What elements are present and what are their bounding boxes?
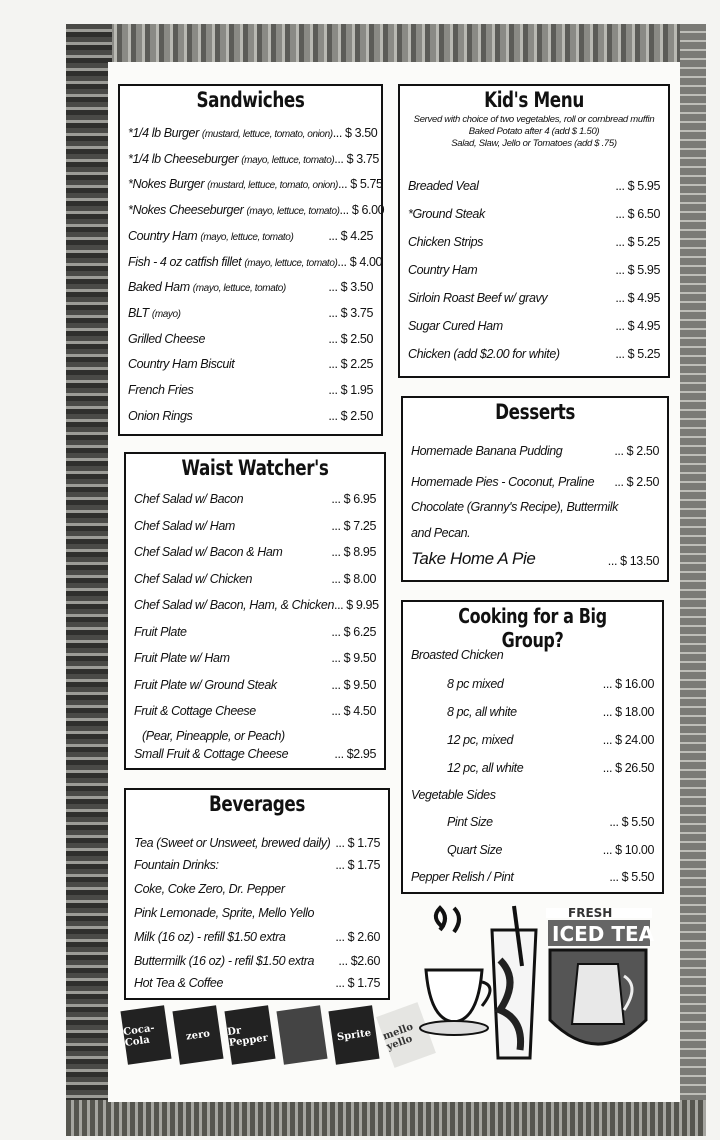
sandwich-item-detail: (mayo, lettuce, tomato) [244,257,338,269]
tea-label: Tea (Sweet or Unsweet, brewed daily) [134,836,331,850]
sandwich-item-name: Fish - 4 oz catfish fillet [128,254,242,269]
hot-drinks-row [134,976,380,990]
soda-glass-icon [492,906,536,1058]
fountain-row [134,858,380,872]
waist-item-row [134,519,376,533]
waist-item-row [134,651,376,665]
coca-cola-logo: Coca-Cola [120,1005,171,1065]
sandwich-item-row [128,203,385,218]
dessert-pie-flavors: Chocolate (Granny's Recipe), Buttermilk [411,500,619,514]
frame-left [66,24,112,1136]
kids-note-2: Baked Potato after 4 (add $ 1.50) [468,126,600,137]
group-item-name: 12 pc, all white [447,761,524,775]
waist-item-price: ... $ 8.00 [331,572,376,586]
sandwich-item-row [128,409,373,423]
kids-item-price: ... $ 4.95 [615,291,660,305]
iced-tea-pitcher-icon [546,906,655,1044]
kids-item-row [408,207,660,221]
group-item-price: ... $ 26.50 [603,761,654,775]
sandwich-item-price: ... $ 5.75 [338,177,383,191]
group-item-name: 8 pc, all white [447,705,517,719]
sandwich-item-price: ... $ 3.50 [328,280,373,294]
buttermilk-row [134,954,380,968]
sandwich-item-price: ... $ 3.75 [334,152,379,166]
sandwich-item-name: Grilled Cheese [128,331,206,346]
waist-item-row [134,572,376,586]
take-home-pie-price: ... $ 13.50 [608,549,659,569]
kids-item-row [408,291,660,305]
kids-item-name: Country Ham [408,263,478,277]
waist-item-row [134,492,376,506]
coke-zero-logo: zero [172,1005,223,1065]
waist-item-name: Chef Salad w/ Chicken [134,571,253,586]
waist-item-name: Chef Salad w/ Bacon [134,492,244,506]
sandwich-item-row [128,306,373,320]
waist-item-price: ... $ 9.50 [331,678,376,692]
soda-logos [124,1008,428,1062]
sandwich-item-name: French Fries [128,383,194,397]
kids-note-1: Served with choice of two vegetables, roll or cornbread muffin [413,114,655,125]
waist-item-row [134,598,379,612]
sandwich-item-name: Country Ham [128,228,198,243]
sandwich-item-price: ... $ 4.25 [328,229,373,243]
frame-right [680,24,706,1136]
fountain-label: Fountain Drinks: [134,858,219,872]
group-item-row [411,705,654,719]
side-item-price: ... $ 5.50 [609,815,654,829]
sandwich-item-detail: (mustard, lettuce, tomato, onion) [201,129,333,140]
kids-item-name: Sugar Cured Ham [408,319,503,333]
kids-note-3: Salad, Slaw, Jello or Tomatoes (add $ .75) [451,138,617,149]
milk-label: Milk (16 oz) - refill $1.50 extra [134,930,286,944]
side-item-row [411,815,654,829]
waist-item-name: Fruit & Cottage Cheese [134,704,256,718]
mello-yello-logo: mello yello [376,1002,436,1068]
tea-row [134,836,380,850]
fruit-options: (Pear, Pineapple, or Peach) [142,729,285,743]
sandwich-item-name: *1/4 lb Cheeseburger [128,151,239,166]
fountain-flavors-2: Pink Lemonade, Sprite, Mello Yello [134,906,315,920]
kids-item-price: ... $ 5.95 [615,179,660,193]
sandwich-item-detail: (mayo, lettuce, tomato) [241,154,335,166]
fountain-price: ... $ 1.75 [335,858,380,872]
sandwich-item-detail: (mayo, lettuce, tomato) [192,283,286,295]
sandwich-item-name: BLT [128,305,149,320]
fresh-label: FRESH [568,906,613,920]
kids-item-price: ... $ 5.25 [615,347,660,361]
sandwich-item-name: *Nokes Cheeseburger [128,203,244,218]
group-item-price: ... $ 16.00 [603,677,654,691]
sandwich-item-row [128,126,378,140]
waist-item-row [134,625,376,639]
waist-item-row [134,678,376,692]
kids-item-row [408,235,660,249]
kids-item-name: Breaded Veal [408,179,479,193]
small-fruit-price: ... $2.95 [334,747,376,761]
iced-tea-label: ICED TEA [552,922,655,946]
waist-item-price: ... $ 7.25 [331,519,376,533]
milk-row [134,930,380,944]
dessert-item-name: Homemade Banana Pudding [411,444,563,458]
sandwich-item-row [128,151,379,166]
sandwiches-section [118,84,383,436]
waist-item-row [134,545,376,559]
sandwich-item-name: Onion Rings [128,408,193,423]
sandwich-item-price: ... $ 2.50 [328,409,373,423]
dessert-item-price: ... $ 2.50 [614,475,659,489]
kids-item-name: Sirloin Roast Beef w/ gravy [408,291,548,305]
dr-pepper-logo: Dr Pepper [224,1005,275,1065]
kids-menu-section [398,84,670,378]
kids-item-price: ... $ 6.50 [615,207,660,221]
dessert-item-row [411,475,659,489]
buttermilk-price: ... $2.60 [338,954,380,968]
sandwich-item-price: ... $ 4.00 [337,255,382,269]
tea-price: ... $ 1.75 [335,836,380,850]
kids-item-row [408,263,660,277]
sandwich-item-row [128,177,383,192]
dessert-pie-flavors-2: and Pecan. [411,526,471,540]
take-home-pie-label: Take Home A Pie [411,549,536,568]
fountain-flavors-1: Coke, Coke Zero, Dr. Pepper [134,882,285,896]
side-item-name: Pint Size [447,815,493,829]
waist-item-name: Fruit Plate [134,624,187,639]
group-item-row [411,677,654,691]
kids-item-price: ... $ 4.95 [615,319,660,333]
desserts-title: Desserts [495,400,575,424]
sandwich-item-row [128,254,383,269]
broasted-chicken-label: Broasted Chicken [411,648,504,662]
hot-drinks-price: ... $ 1.75 [335,976,380,990]
group-item-price: ... $ 18.00 [603,705,654,719]
sandwich-item-detail: (mustard, lettuce, tomato, onion) [207,180,338,192]
waist-item-price: ... $ 9.50 [331,651,376,665]
vegetable-sides-label: Vegetable Sides [411,788,496,802]
waist-item-price: ... $ 6.25 [331,625,376,639]
sandwich-item-price: ... $ 2.50 [328,332,373,346]
frame-bottom [66,1100,706,1136]
pepper-relish-label: Pepper Relish / Pint [411,870,514,884]
sandwiches-title: Sandwiches [196,88,305,112]
kids-item-row [408,347,660,361]
beverages-section [124,788,390,1000]
sandwich-item-row [128,332,373,346]
pepper-relish-row [411,870,654,884]
big-group-section [401,600,664,894]
sprite-logo: Sprite [328,1005,379,1065]
group-item-price: ... $ 24.00 [603,733,654,747]
pepper-relish-price: ... $ 5.50 [609,870,654,884]
kids-item-price: ... $ 5.95 [615,263,660,277]
dessert-item-name: Homemade Pies - Coconut, Praline [411,475,595,489]
sandwich-item-row [128,280,373,294]
kids-item-price: ... $ 5.25 [615,235,660,249]
beverages-title: Beverages [209,792,305,816]
desserts-section [401,396,669,582]
dessert-item-row [411,444,659,458]
sandwich-item-detail: (mayo, lettuce, tomato) [246,206,340,218]
sandwich-item-row [128,383,373,397]
drink-illustrations [418,900,668,1070]
waist-item-name: Fruit Plate w/ Ground Steak [134,677,277,692]
group-item-row [411,733,654,747]
waist-item-name: Chef Salad w/ Bacon, Ham, & Chicken [134,598,334,612]
sandwich-item-detail: (mayo, lettuce, tomato) [200,231,294,243]
frame-top [66,24,706,64]
take-home-pie [411,549,659,569]
big-group-title: Cooking for a Big Group? [458,604,607,652]
bag-logo [276,1005,327,1065]
kids-item-name: Chicken (add $2.00 for white) [408,347,560,361]
group-item-name: 12 pc, mixed [447,733,514,747]
sandwich-item-name: Baked Ham [128,280,190,295]
group-item-name: 8 pc mixed [447,677,504,691]
waist-item-price: ... $ 6.95 [331,492,376,506]
kids-menu-title: Kid's Menu [484,88,584,112]
sandwich-item-price: ... $ 3.50 [333,126,378,140]
sandwich-item-name: *1/4 lb Burger [128,126,199,140]
sandwich-item-price: ... $ 2.25 [328,357,373,371]
waist-item-price: ... $ 9.95 [334,598,379,612]
side-item-name: Quart Size [447,843,503,857]
buttermilk-label: Buttermilk (16 oz) - refil $1.50 extra [134,954,315,968]
small-fruit-label: Small Fruit & Cottage Cheese [134,747,289,761]
sandwich-item-row [128,229,373,243]
waist-item-row [134,704,376,718]
kids-item-name: Chicken Strips [408,235,483,249]
dessert-item-price: ... $ 2.50 [614,444,659,458]
side-item-price: ... $ 10.00 [603,843,654,857]
small-fruit-row [134,747,376,761]
milk-price: ... $ 2.60 [335,930,380,944]
waist-watchers-title: Waist Watcher's [181,456,329,480]
kids-item-row [408,319,660,333]
sandwich-item-name: *Nokes Burger [128,177,205,192]
kids-item-name: *Ground Steak [408,207,485,221]
waist-item-name: Chef Salad w/ Bacon & Ham [134,545,283,559]
waist-item-name: Fruit Plate w/ Ham [134,651,230,665]
sandwich-item-price: ... $ 6.00 [340,203,385,217]
side-item-row [411,843,654,857]
kids-item-row [408,179,660,193]
sandwich-item-detail: (mayo) [151,308,181,320]
coffee-cup-icon [420,908,490,1035]
waist-item-name: Chef Salad w/ Ham [134,518,235,533]
sandwich-item-price: ... $ 1.95 [328,383,373,397]
waist-item-price: ... $ 4.50 [331,704,376,718]
sandwich-item-name: Country Ham Biscuit [128,357,235,372]
hot-drinks-label: Hot Tea & Coffee [134,976,224,990]
group-item-row [411,761,654,775]
waist-watchers-section [124,452,386,770]
sandwich-item-price: ... $ 3.75 [328,306,373,320]
sandwich-item-row [128,357,373,371]
waist-item-price: ... $ 8.95 [331,545,376,559]
